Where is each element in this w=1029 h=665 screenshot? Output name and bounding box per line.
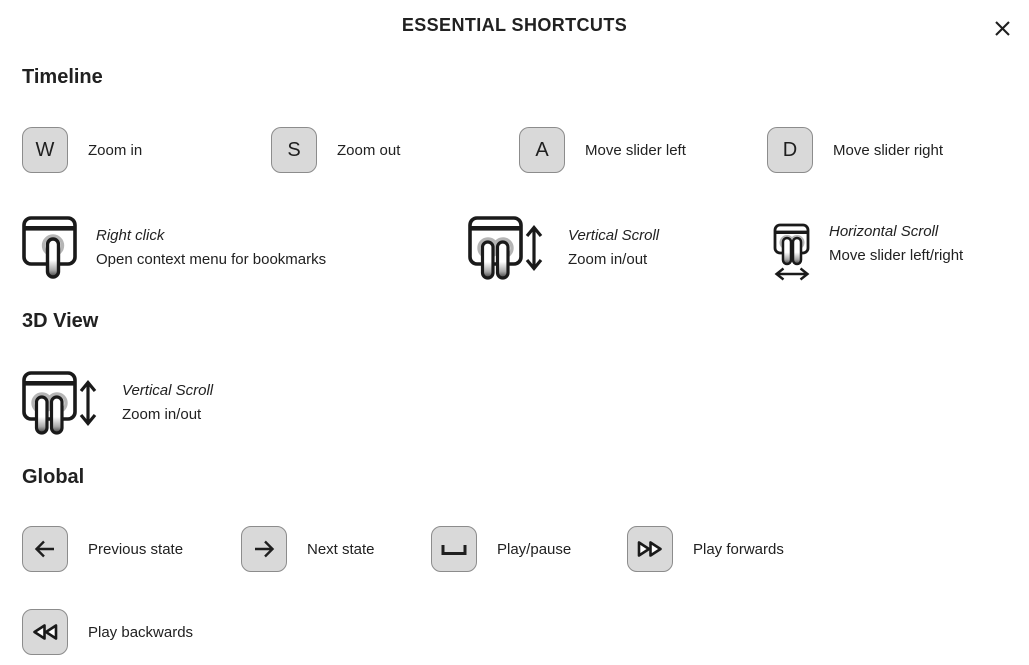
- mouse-shortcut-text: [96, 224, 326, 272]
- arrow-right-icon: [251, 536, 277, 562]
- global-shortcuts-row-2: [22, 609, 1007, 655]
- shortcut-label: Zoom out: [337, 141, 401, 159]
- shortcut-play-backwards: [22, 609, 193, 655]
- timeline-keys-row: [22, 127, 1007, 173]
- shortcut-right-click: [22, 216, 468, 280]
- shortcut-label: Move slider left: [585, 141, 686, 159]
- dialog-title: ESSENTIAL SHORTCUTS: [401, 15, 628, 35]
- shortcut-vertical-scroll: [468, 216, 773, 280]
- 3d-view-mouse-row: [22, 371, 1007, 435]
- mouse-right-click-icon: [22, 216, 78, 280]
- spacebar-icon: [439, 539, 469, 559]
- shortcut-label: Play backwards: [88, 623, 194, 641]
- spacebar-key: [431, 526, 477, 572]
- shortcut-label: Play forwards: [693, 540, 784, 558]
- close-icon: [993, 19, 1012, 38]
- shortcut-label: Move slider right: [833, 141, 944, 159]
- shortcut-label: Next state: [307, 540, 375, 558]
- mouse-shortcut-text: [568, 224, 659, 272]
- mouse-shortcut-text: [122, 379, 213, 427]
- mouse-description: Zoom in/out: [568, 251, 648, 268]
- section-title-timeline: Timeline: [22, 66, 103, 88]
- keycap-w: W: [22, 127, 68, 173]
- global-shortcuts-row: [22, 526, 1007, 572]
- shortcut-play-pause: [431, 526, 627, 572]
- mouse-action: Vertical Scroll: [122, 382, 214, 399]
- mouse-action: Vertical Scroll: [568, 227, 660, 244]
- shortcut-horizontal-scroll: [773, 213, 1007, 283]
- shortcut-label: Previous state: [88, 540, 184, 558]
- dialog-content: [0, 65, 1029, 655]
- close-button[interactable]: [990, 16, 1014, 40]
- mouse-horizontal-scroll-icon: [773, 223, 811, 283]
- shortcut-move-slider-right: [767, 127, 1007, 173]
- mouse-shortcut-text: [829, 220, 963, 268]
- rewind-key: [22, 609, 68, 655]
- shortcut-3d-vertical-scroll: [22, 371, 213, 435]
- fast-forward-key: [627, 526, 673, 572]
- shortcut-move-slider-left: [519, 127, 767, 173]
- shortcut-next-state: [241, 526, 431, 572]
- fast-forward-icon: [636, 539, 664, 559]
- keycap-d: D: [767, 127, 813, 173]
- mouse-vertical-scroll-icon: [22, 371, 104, 435]
- shortcut-previous-state: [22, 526, 241, 572]
- mouse-vertical-scroll-icon: [468, 216, 550, 280]
- rewind-icon: [31, 622, 59, 642]
- shortcut-label: Play/pause: [497, 540, 572, 558]
- mouse-description: Open context menu for bookmarks: [96, 251, 327, 268]
- keycap-a: A: [519, 127, 565, 173]
- arrow-left-key: [22, 526, 68, 572]
- mouse-action: Horizontal Scroll: [829, 223, 939, 240]
- arrow-left-icon: [32, 536, 58, 562]
- shortcut-label: Zoom in: [88, 141, 143, 159]
- shortcut-play-forwards: [627, 526, 1007, 572]
- mouse-description: Zoom in/out: [122, 406, 202, 423]
- mouse-description: Move slider left/right: [829, 247, 964, 264]
- section-title-global: Global: [22, 466, 85, 488]
- mouse-action: Right click: [96, 227, 165, 244]
- titlebar: [0, 0, 1029, 42]
- section-title-3d-view: 3D View: [22, 310, 99, 332]
- shortcut-zoom-in: [22, 127, 271, 173]
- keycap-s: S: [271, 127, 317, 173]
- shortcut-zoom-out: [271, 127, 519, 173]
- timeline-mouse-row: [22, 213, 1007, 283]
- arrow-right-key: [241, 526, 287, 572]
